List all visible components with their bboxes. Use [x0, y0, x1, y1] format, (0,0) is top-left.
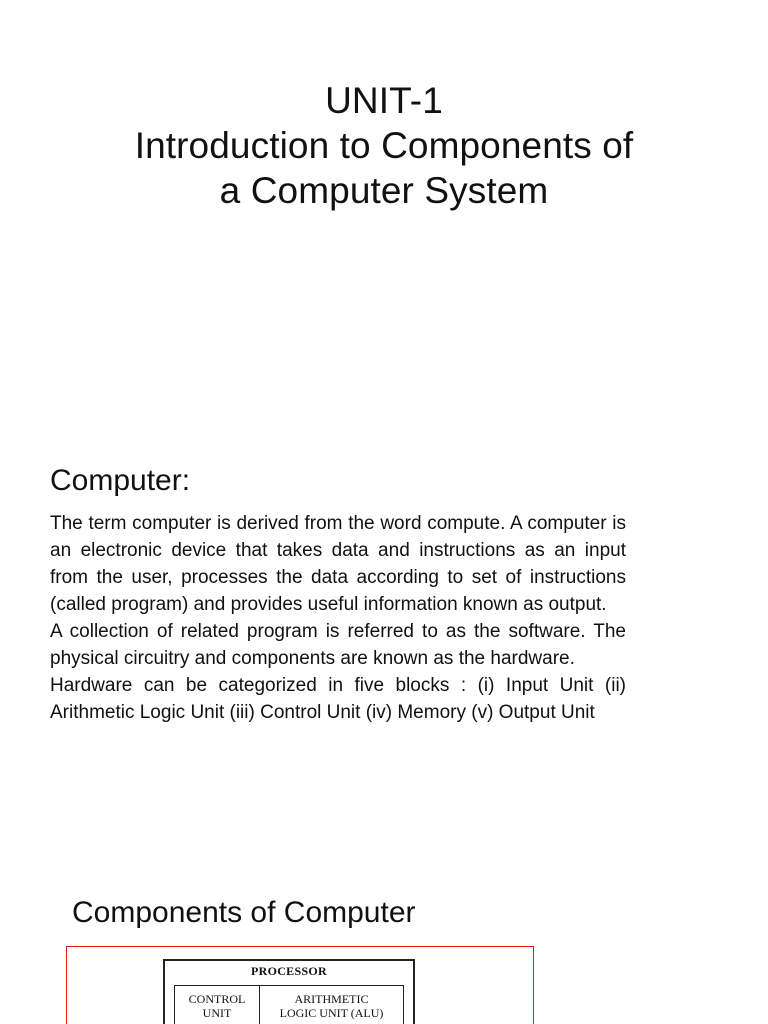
- title-block: [0, 78, 768, 213]
- computer-heading: Computer:: [50, 464, 191, 497]
- unit-title: UNIT-1: [325, 80, 443, 121]
- control-unit-label-line1: CONTROL: [188, 992, 246, 1006]
- control-unit-label-line2: UNIT: [202, 1006, 232, 1020]
- processor-units-row: [174, 985, 404, 1024]
- alu-label-line1: ARITHMETIC: [294, 992, 369, 1006]
- components-heading: Components of Computer: [72, 896, 416, 929]
- title-line-2: Introduction to Components of: [134, 125, 634, 166]
- title-line-3: a Computer System: [219, 170, 549, 211]
- alu-label-line2: LOGIC UNIT (ALU): [279, 1006, 384, 1020]
- computer-description: [50, 510, 626, 726]
- processor-block: [163, 959, 415, 1024]
- alu-block: [260, 986, 403, 1024]
- computer-paragraph-3: Hardware can be categorized in five blocks : (i) Input Unit (ii) Arithmetic Logic Unit (iii) Control Unit (iv) Memory (v) Output Unit: [50, 675, 626, 723]
- components-diagram: [66, 946, 534, 1024]
- processor-label: PROCESSOR: [250, 964, 328, 978]
- control-unit-block: [175, 986, 260, 1024]
- computer-paragraph-2: A collection of related program is referred to as the software. The physical circuitry and components are known as the hardware.: [50, 621, 626, 669]
- computer-paragraph-1: The term computer is derived from the word compute. A computer is an electronic device that takes data and instructions as an input from the user, processes the data according to set of instructions (called program) and provides useful information known as output.: [50, 513, 626, 615]
